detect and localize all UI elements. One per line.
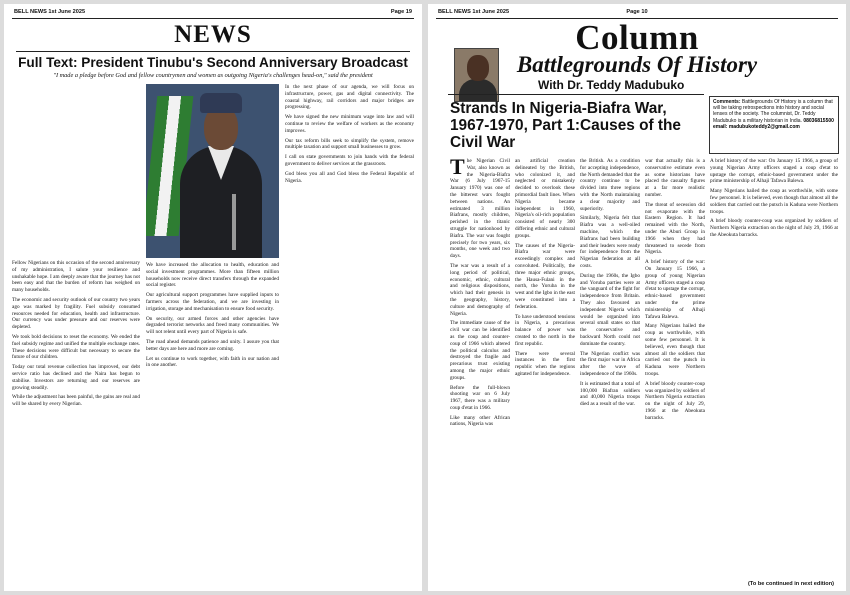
paragraph: A brief bloody counter-coup was organized by soldiers of Northern Nigeria extraction on the night of July 29, 1966 at the Abeokuta barracks. (710, 218, 838, 238)
head-shape (467, 55, 489, 81)
column-page (428, 4, 846, 591)
paragraph: The causes of the Nigeria-Biafra war were exceedingly complex and convoluted. Politically, the three major ethnic groups, the Hausa-Fulani in the north, the Yoruba in the west and the Igbo in the east were constituted into a federation. (515, 242, 575, 310)
paragraph: We took bold decisions to reset the economy. We ended the fuel subsidy regime and unified the multiple exchange rates. These decisions were difficult but necessary to secure the future of our children. (12, 333, 140, 361)
paragraph: war that actually this is a conservative estimate even as some historians have placed the casualty figures at a far more realistic number. (645, 158, 705, 198)
paragraph: A brief history of the war: On January 15 1966, a group of young Nigerian Army officers staged a coup d'etat to upstage the corrupt, ethnic-based government under the prime ministership of Alhaji Tafawa Balewa. (710, 158, 838, 185)
paragraph: It is estimated that a total of 100,000 Biafran soldiers and 40,000 Nigeria troops died as a result of the war. (580, 380, 640, 408)
paragraph: he Nigerian Civil War, also known as the Nigeria-Biafra War (6 July 1967-15 January 1970) was one of the bitterest wars fought between nations. An estimated 3 million Biafrans, mostly children, perished in the titanic struggle for nationhood by Biafra. The war was fought precisely for two years, six months, one week and two days. (450, 158, 510, 260)
column-subtitle: Battlegrounds Of History (516, 52, 758, 77)
paragraph: On security, our armed forces and other agencies have degraded terrorist networks and freed many communities. We will not relent until every part of Nigeria is safe. (146, 315, 279, 336)
president-photo (146, 84, 279, 258)
continued-note: (To be continued in next edition) (748, 581, 834, 587)
paragraph: In the next phase of our agenda, we will focus on infrastructure, power, gas and digital connectivity. The coastal highway, rail corridors and major bridges are progressing. (285, 84, 414, 111)
article-headline: Strands In Nigeria-Biafra War, 1967-1970, Part 1:Causes of the Civil War (450, 100, 681, 151)
byline: With Dr. Teddy Madubuko (538, 78, 685, 92)
divider (448, 94, 704, 95)
paragraph: Before the full-blown shooting war on 6 July 1967, there was a military coup d'etat in 1966. (450, 384, 510, 411)
divider (16, 51, 410, 52)
paragraph: The road ahead demands patience and unity. I assure you that better days are here and more are coming. (146, 338, 279, 352)
paragraph: A brief bloody counter-coup was organized by soldiers of Northern Nigeria extraction on the night of July 29, 1966 at the Abeokuta barracks. (645, 380, 705, 421)
section-title: NEWS (174, 21, 252, 48)
article-column-2 (515, 158, 575, 586)
paragraph: Like many other African nations, Nigeria was (450, 414, 510, 428)
paragraph: Our agricultural support programmes have supplied inputs to farmers across the federation, and we are investing in irrigation, storage and mechanisation to ensure food security. (146, 292, 279, 312)
column-masthead: Column (575, 18, 699, 57)
paragraph: The war was a result of a long period of political, economic, ethnic, cultural and religious dispositions, which had their genesis in the geography, history, culture and demography of Nigeria. (450, 262, 510, 317)
contact-info: 08036815500 email: madubukoteddy2@gmail.com (713, 117, 834, 130)
paragraph: There were several instances in the first republic when the regions agitated for independence. (515, 350, 575, 377)
comments-label: Comments: (713, 99, 741, 105)
paragraph: Today our total revenue collection has improved, our debt service ratio has declined and the Naira has begun to stabilise. Investors are returning and our reserves are growing steadily. (12, 364, 140, 391)
article-headline: Full Text: President Tinubu's Second Anniversary Broadcast (18, 55, 408, 70)
article-column-3 (285, 84, 414, 586)
paragraph: The Nigerian conflict was the first major war in Africa after the wave of independence of the 1960s. (580, 350, 640, 377)
paragraph: We have signed the new minimum wage into law and will continue to review the welfare of workers as the economy improves. (285, 114, 414, 134)
page-number: Page 10 (626, 9, 648, 15)
cap-shape (200, 93, 242, 113)
comments-text: Battlegrounds Of History is a column that will be taking retrospections into history and social lenses of the society. The columnist, Dr. Teddy Madubuko is a military historian in India. (713, 99, 833, 124)
paragraph: Our tax reform bills seek to simplify the system, remove multiple taxation and support small businesses to grow. (285, 137, 414, 151)
paragraph: Many Nigerians hailed the coup as worthwhile, with some few personnel. It is believed, even though that almost all the soldiers that carried out the putsch in Kaduna were Northern troops. (645, 323, 705, 377)
paragraph: God bless you all and God bless the Federal Republic of Nigeria. (285, 170, 414, 184)
paragraph: Let us continue to work together, with faith in our nation and in one another. (146, 355, 279, 369)
article-column-2 (146, 262, 279, 586)
paper-date: BELL NEWS 1st June 2025 (14, 9, 86, 15)
article-column-4 (645, 158, 705, 578)
article-column-1 (12, 260, 140, 586)
paragraph: The threat of secession did not evaporate with the Eastern Region. It had remained with the North, under the Aburi Group in 1966 when they had threatened to secede from Nigeria. (645, 201, 705, 256)
paragraph: an artificial creation delineated by the British, who colonized it, and neglected or mistakenly decided to overlook these primordial fault lines. When Nigeria became independent in 1960, Nigeria's oil-rich population consisted of nearly 300 differing ethnic and cultural groups. (515, 158, 575, 239)
article-subdeck: "I made a pledge before God and fellow countrymen and women as outgoing Nigeria's challenges head-on," said the president (53, 72, 373, 79)
paragraph: the British. As a condition for accepting independence, the North demanded that the country continue to be divided into three regions with the North maintaining a clear majority and superiority. (580, 158, 640, 212)
paragraph: While the adjustment has been painful, the gains are real and will be shared by every Nigerian. (12, 394, 140, 408)
paragraph: Many Nigerians hailed the coup as worthwhile, with some few personnel. It is believed, even though that almost all the soldiers that carried out the putsch in Kaduna were Northern troops. (710, 188, 838, 215)
article-column-5 (710, 158, 838, 578)
shoulders-shape (459, 79, 497, 102)
divider (12, 18, 414, 19)
paragraph: A brief history of the war: On January 15 1966, a group of young Nigerian Army officers staged a coup d'etat to upstage the corrupt, ethnic-based government under the prime ministership of Alhaji Tafawa Balewa. (645, 259, 705, 320)
paragraph: Fellow Nigerians on this occasion of the second anniversary of my administration, I salute your resilience and unshakable hope. I am deeply aware that the journey has not been easy and that the burden of reform has weighed on many households. (12, 260, 140, 294)
paragraph: The economic and security outlook of our country two years ago was marked by fragility. Fuel subsidy consumed resources needed for education, health and infrastructure. Our currency was under pressure and our reserves were depleted. (12, 296, 140, 331)
article-column-3 (580, 158, 640, 586)
paragraph: We have increased the allocation to health, education and social investment programmes. More than fifteen million households now receive direct transfers through the expanded social register. (146, 262, 279, 289)
paragraph: The immediate cause of the civil war can be identified as the coup and counter-coup of 1966 which altered the political calculus and destroyed the fragile and precarious trust existing among the major ethnic groups. (450, 320, 510, 381)
paragraph: During the 1960s, the Igbo and Yoruba parties were at the vanguard of the fight for independence from Britain. They also favoured an independent Nigeria which would be organized into several small states so that the conservative and backward North could not dominate the country. (580, 272, 640, 347)
first-paragraph (450, 158, 510, 260)
page-number: Page 19 (390, 9, 412, 15)
article-column-1 (450, 158, 510, 586)
paper-date: BELL NEWS 1st June 2025 (438, 9, 510, 15)
paragraph: To have understood tensions in Nigeria, a precarious balance of power was created to the north in the first republic. (515, 313, 575, 347)
paragraph: Similarly, Nigeria felt that Biafra was a well-oiled machine, which the Biafrans had been building and their leaders were ready for independence from the Nigerian federation at all costs. (580, 215, 640, 269)
comments-box (709, 96, 839, 154)
drop-cap: T (450, 158, 465, 179)
microphone-shape (232, 194, 236, 250)
paragraph: I call on state governments to join hands with the federal government to deliver services at the grassroots. (285, 154, 414, 167)
news-page (4, 4, 422, 591)
